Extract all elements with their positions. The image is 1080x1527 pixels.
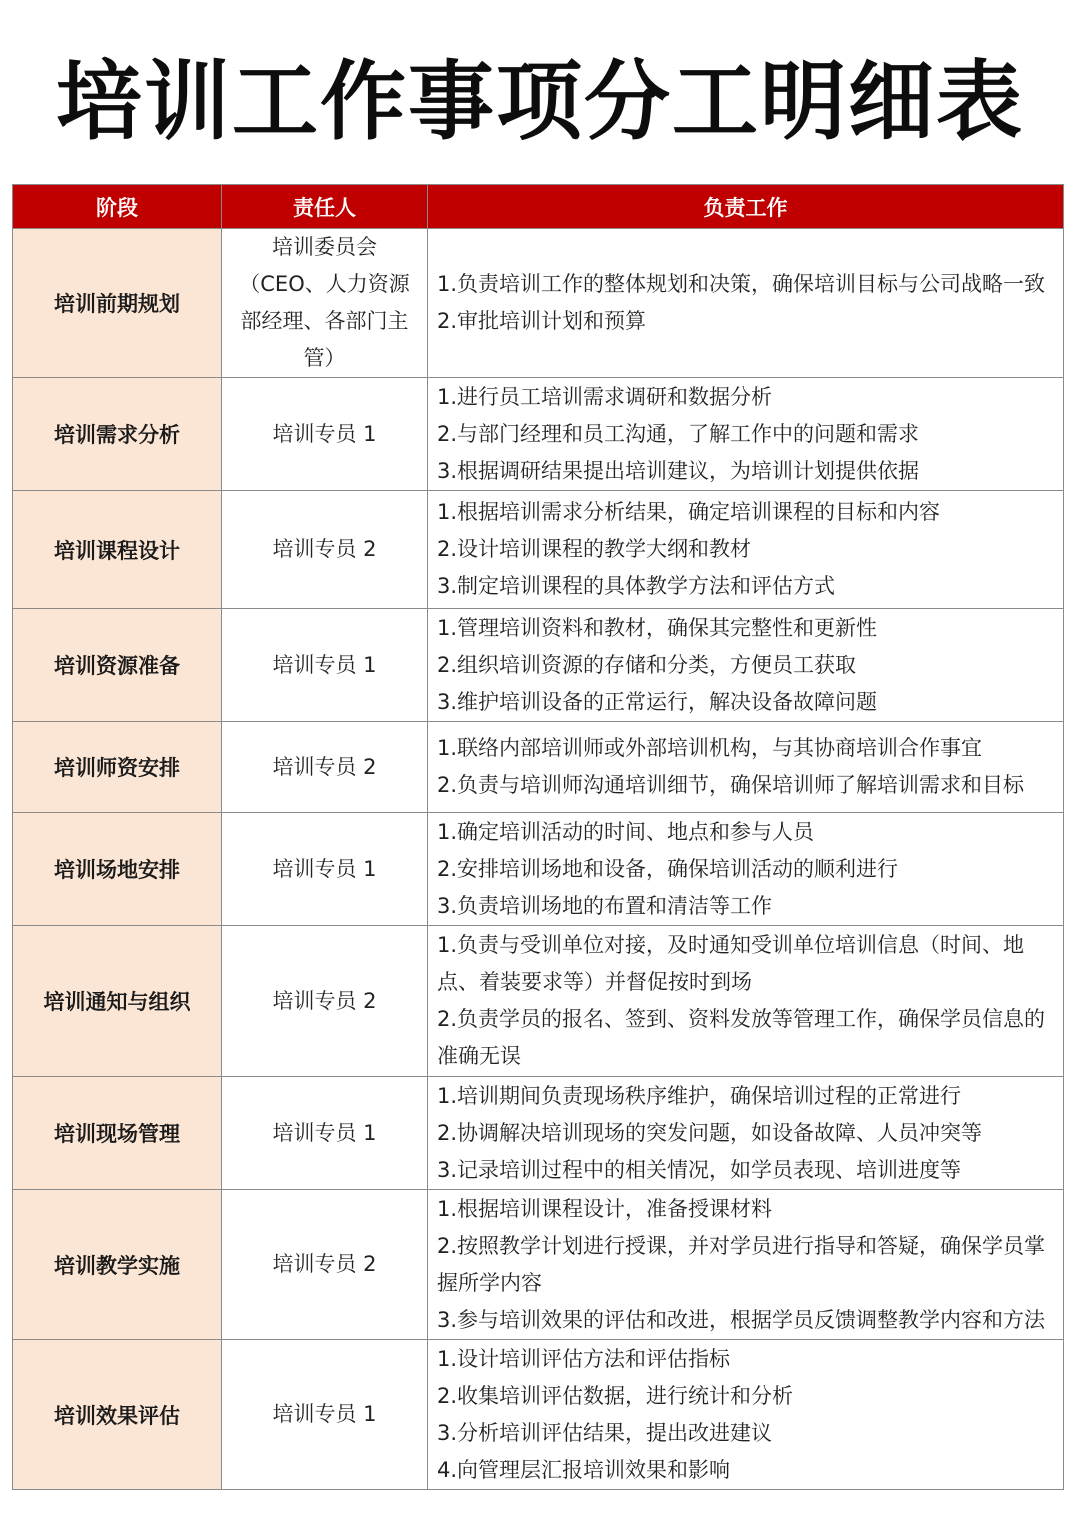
duty-item: 3.分析培训评估结果，提出改进建议 [437,1420,773,1445]
duty-item: 2.审批培训计划和预算 [437,309,647,333]
stage-cell: 培训通知与组织 [13,926,222,1077]
owner-cell: 培训专员 1 [222,378,428,491]
table-row [13,378,1064,491]
duties-cell [428,1077,1064,1190]
duty-item: 1.根据培训课程设计，准备授课材料 [437,1196,773,1221]
duty-item: 1.负责与受训单位对接，及时通知受训单位培训信息（时间、地点、着装要求等）并督促按时到场 [437,933,1025,994]
owner-cell: 培训专员 1 [222,609,428,722]
duty-item: 1.联络内部培训师或外部培训机构，与其协商培训合作事宜 [437,736,983,760]
owner-cell: 培训专员 1 [222,1077,428,1190]
owner-cell: 培训专员 2 [222,1190,428,1340]
duty-item: 3.负责培训场地的布置和清洁等工作 [437,893,773,918]
duty-item: 2.协调解决培训现场的突发问题，如设备故障、人员冲突等 [437,1120,983,1145]
stage-cell: 培训教学实施 [13,1190,222,1340]
duties-cell [428,722,1064,813]
duty-item: 2.收集培训评估数据，进行统计和分析 [437,1383,794,1408]
duty-item: 3.记录培训过程中的相关情况，如学员表现、培训进度等 [437,1157,962,1182]
stage-cell: 培训课程设计 [13,491,222,609]
duties-cell [428,609,1064,722]
duty-item: 1.确定培训活动的时间、地点和参与人员 [437,819,815,844]
stage-cell: 培训现场管理 [13,1077,222,1190]
owner-cell: 培训专员 1 [222,1340,428,1490]
table-row [13,609,1064,722]
duty-item: 4.向管理层汇报培训效果和影响 [437,1457,731,1482]
owner-cell: 培训专员 2 [222,926,428,1077]
duty-item: 3.根据调研结果提出培训建议，为培训计划提供依据 [437,458,920,483]
duty-item: 3.参与培训效果的评估和改进，根据学员反馈调整教学内容和方法 [437,1307,1046,1332]
duty-item: 2.安排培训场地和设备，确保培训活动的顺利进行 [437,856,899,881]
duties-cell [428,1340,1064,1490]
table-row [13,1340,1064,1490]
header-owner: 责任人 [222,185,428,229]
owner-cell: 培训专员 1 [222,813,428,926]
division-table [12,184,1064,1490]
header-stage: 阶段 [13,185,222,229]
duty-item: 1.负责培训工作的整体规划和决策，确保培训目标与公司战略一致 [437,272,1046,296]
table-row [13,926,1064,1077]
table-row [13,1190,1064,1340]
owner-cell: 培训专员 2 [222,491,428,609]
duty-item: 1.培训期间负责现场秩序维护，确保培训过程的正常进行 [437,1083,962,1108]
duties-cell [428,491,1064,609]
duty-item: 1.进行员工培训需求调研和数据分析 [437,384,773,409]
table-row [13,229,1064,378]
duty-item: 2.与部门经理和员工沟通，了解工作中的问题和需求 [437,421,920,446]
owner-cell: 培训专员 2 [222,722,428,813]
owner-cell: 培训委员会（CEO、人力资源部经理、各部门主管） [222,229,428,378]
duties-cell [428,1190,1064,1340]
duty-item: 1.设计培训评估方法和评估指标 [437,1346,731,1371]
duty-item: 2.负责学员的报名、签到、资料发放等管理工作，确保学员信息的准确无误 [437,1007,1046,1068]
table-row [13,813,1064,926]
duty-item: 2.组织培训资源的存储和分类，方便员工获取 [437,652,857,677]
table-row [13,722,1064,813]
stage-cell: 培训需求分析 [13,378,222,491]
header-duties: 负责工作 [428,185,1064,229]
page-title: 培训工作事项分工明细表 [56,52,1024,152]
stage-cell: 培训师资安排 [13,722,222,813]
stage-cell: 培训资源准备 [13,609,222,722]
table-row [13,491,1064,609]
duty-item: 1.管理培训资料和教材，确保其完整性和更新性 [437,615,878,640]
duty-item: 3.制定培训课程的具体教学方法和评估方式 [437,574,836,598]
duties-cell [428,813,1064,926]
duties-cell [428,378,1064,491]
stage-cell: 培训场地安排 [13,813,222,926]
table-header-row [13,185,1064,229]
duties-cell [428,926,1064,1077]
duty-item: 1.根据培训需求分析结果，确定培训课程的目标和内容 [437,500,941,524]
table-row [13,1077,1064,1190]
duty-item: 2.设计培训课程的教学大纲和教材 [437,537,752,561]
duty-item: 2.按照教学计划进行授课，并对学员进行指导和答疑，确保学员掌握所学内容 [437,1233,1046,1295]
duty-item: 2.负责与培训师沟通培训细节，确保培训师了解培训需求和目标 [437,773,1025,797]
duty-item: 3.维护培训设备的正常运行，解决设备故障问题 [437,689,878,714]
stage-cell: 培训前期规划 [13,229,222,378]
stage-cell: 培训效果评估 [13,1340,222,1490]
duties-cell [428,229,1064,378]
